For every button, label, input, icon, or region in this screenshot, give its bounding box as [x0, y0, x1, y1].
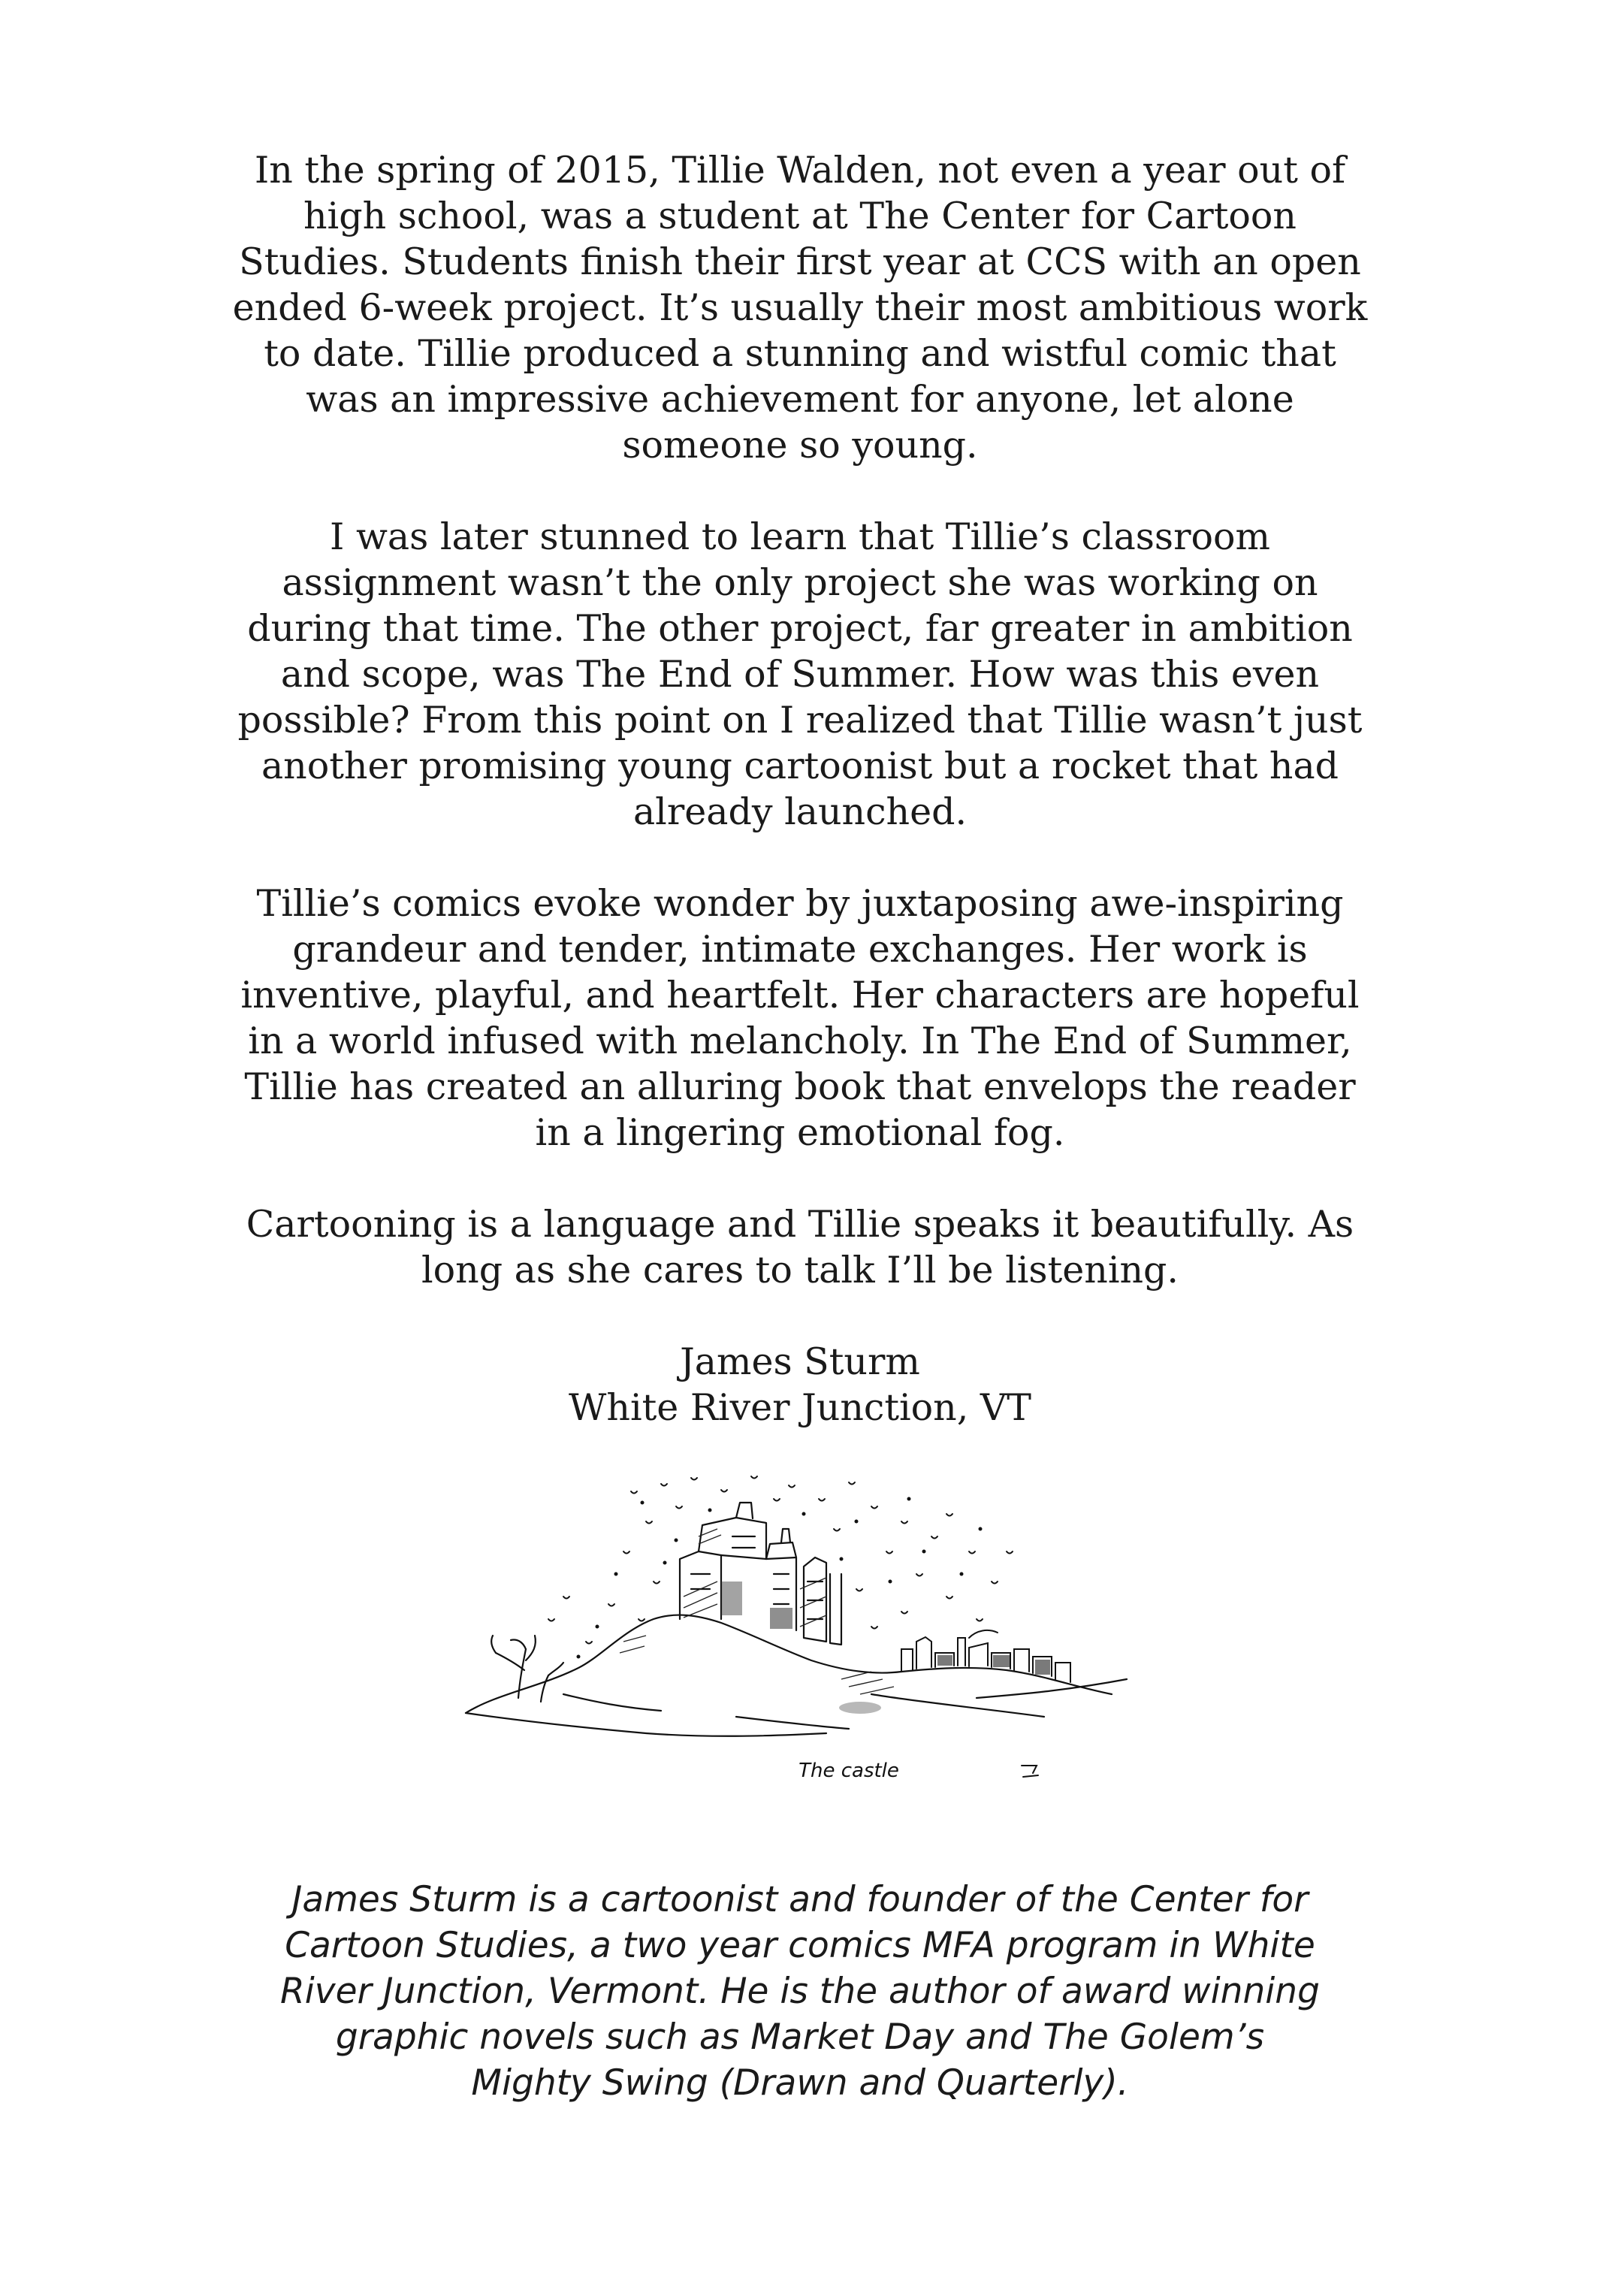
- castle-sketch: [451, 1469, 1157, 1799]
- signature: [225, 1339, 1375, 1430]
- sketch-caption: The castle: [798, 1760, 899, 1782]
- foreword-paragraph-2: I was later stunned to learn that Tillie’s classroom assignment wasn’t the only project she was working on during that time. The other project, far greater in ambition and scope, was The End of Summer. How was this even possible? From this point on I realized that Tillie wasn’t just another promising young cartoonist but a rocket that had already launched.: [237, 515, 1363, 833]
- signature-name: James Sturm: [680, 1340, 920, 1383]
- foreword-paragraph-1: In the spring of 2015, Tillie Walden, not even a year out of high school, was a student at The Center for Cartoon Studies. Students finish their first year at CCS with an open ended 6-week project. It’s usually their most ambitious work to date. Tillie produced a stunning and wistful comic that was an impressive achievement for anyone, let alone someone so young.: [232, 149, 1368, 467]
- foreword-paragraph-4: Cartooning is a language and Tillie speaks it beautifully. As long as she cares to talk I’ll be listening.: [246, 1203, 1354, 1292]
- author-bio: James Sturm is a cartoonist and founder of the Center for Cartoon Studies, a two year comics MFA program in White River Junction, Vermont. He is the author of award winning graphic novels such as Market Day and The Golem’s Mighty Swing (Drawn and Quarterly).: [280, 1879, 1320, 2104]
- foreword-paragraph-3: Tillie’s comics evoke wonder by juxtaposing awe-inspiring grandeur and tender, intimate exchanges. Her work is inventive, playful, and heartfelt. Her characters are hopeful in a world infused with melancholy. In The End of Summer, Tillie has created an alluring book that envelops the reader in a lingering emotional fog.: [240, 882, 1360, 1154]
- signature-location: White River Junction, VT: [569, 1386, 1031, 1429]
- foreword: [225, 147, 1375, 1430]
